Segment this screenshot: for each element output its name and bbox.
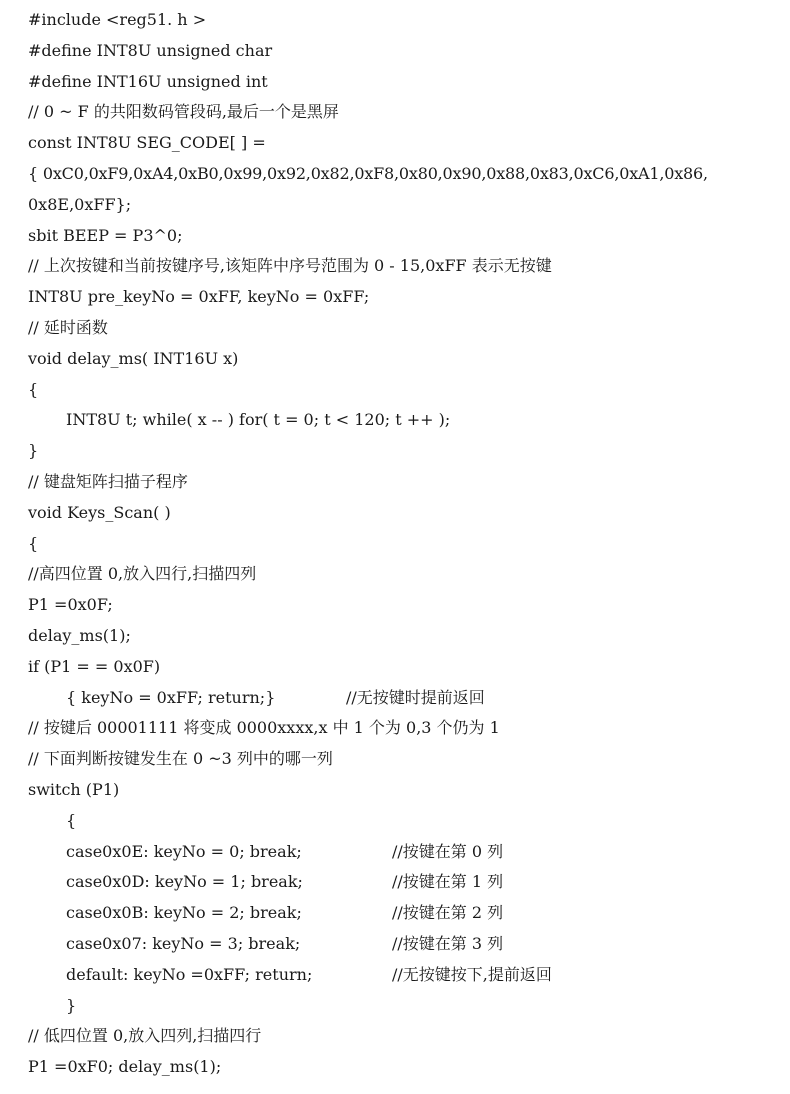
code-line-case-0b: case0x0B: keyNo = 2; break; (66, 903, 302, 922)
code-line-case-07: case0x07: keyNo = 3; break; (66, 934, 301, 953)
code-line-if-body: { keyNo = 0xFF; return;} (66, 688, 276, 707)
code-line-include: #include <reg51. h > (28, 10, 207, 29)
code-line-brace-open: { (28, 380, 39, 399)
code-line-define-int16u: #define INT16U unsigned int (28, 72, 268, 91)
code-comment-column-3: //按键在第 3 列 (392, 934, 504, 953)
code-line-delay-body: INT8U t; while( x -- ) for( t = 0; t < 120; t ++ ); (66, 410, 451, 429)
code-comment-key-numbers: // 上次按键和当前按键序号,该矩阵中序号范围为 0 - 15,0xFF 表示无按键 (28, 256, 552, 275)
code-line-keys-scan-signature: void Keys_Scan( ) (28, 503, 171, 522)
code-comment-which-column: // 下面判断按键发生在 0 ~3 列中的哪一列 (28, 749, 333, 768)
code-line-switch-brace-open: { (66, 811, 77, 830)
code-line-switch-brace-close: } (66, 996, 77, 1015)
code-comment-keys-scan: // 键盘矩阵扫描子程序 (28, 472, 188, 491)
code-comment-low-nibble: // 低四位置 0,放入四列,扫描四行 (28, 1026, 262, 1045)
code-line-define-int8u: #define INT8U unsigned char (28, 41, 273, 60)
code-line-brace-close: } (28, 441, 39, 460)
code-comment-column-0: //按键在第 0 列 (392, 842, 504, 861)
code-line-sbit-beep: sbit BEEP = P3^0; (28, 226, 183, 245)
code-line-seg-code-decl: const INT8U SEG_CODE[ ] = (28, 133, 266, 152)
code-comment-after-keypress: // 按键后 00001111 将变成 0000xxxx,x 中 1 个为 0,3 个仍为 1 (28, 718, 500, 737)
code-line-brace-open-2: { (28, 534, 39, 553)
code-comment-seg-code: // 0 ~ F 的共阳数码管段码,最后一个是黑屏 (28, 102, 339, 121)
code-line-case-0d: case0x0D: keyNo = 1; break; (66, 872, 303, 891)
code-comment-no-key-return: //无按键时提前返回 (346, 688, 485, 707)
code-comment-high-nibble: //高四位置 0,放入四行,扫描四列 (28, 564, 257, 583)
code-line-delay-call: delay_ms(1); (28, 626, 131, 645)
code-line-case-0e: case0x0E: keyNo = 0; break; (66, 842, 302, 861)
code-line-if-p1: if (P1 = = 0x0F) (28, 657, 161, 676)
code-line-key-vars: INT8U pre_keyNo = 0xFF, keyNo = 0xFF; (28, 287, 370, 306)
code-line-seg-code-values-end: 0x8E,0xFF}; (28, 195, 132, 214)
code-line-p1-assign: P1 =0x0F; (28, 595, 113, 614)
code-comment-column-1: //按键在第 1 列 (392, 872, 504, 891)
code-comment-column-2: //按键在第 2 列 (392, 903, 504, 922)
code-line-switch: switch (P1) (28, 780, 120, 799)
code-line-delay-signature: void delay_ms( INT16U x) (28, 349, 239, 368)
code-comment-delay: // 延时函数 (28, 318, 108, 337)
code-line-p1-low-assign: P1 =0xF0; delay_ms(1); (28, 1057, 222, 1076)
code-line-seg-code-values: { 0xC0,0xF9,0xA4,0xB0,0x99,0x92,0x82,0xF8,0x80,0x90,0x88,0x83,0xC6,0xA1,0x86, (28, 164, 708, 183)
code-comment-no-key-pressed: //无按键按下,提前返回 (392, 965, 552, 984)
code-line-default: default: keyNo =0xFF; return; (66, 965, 313, 984)
